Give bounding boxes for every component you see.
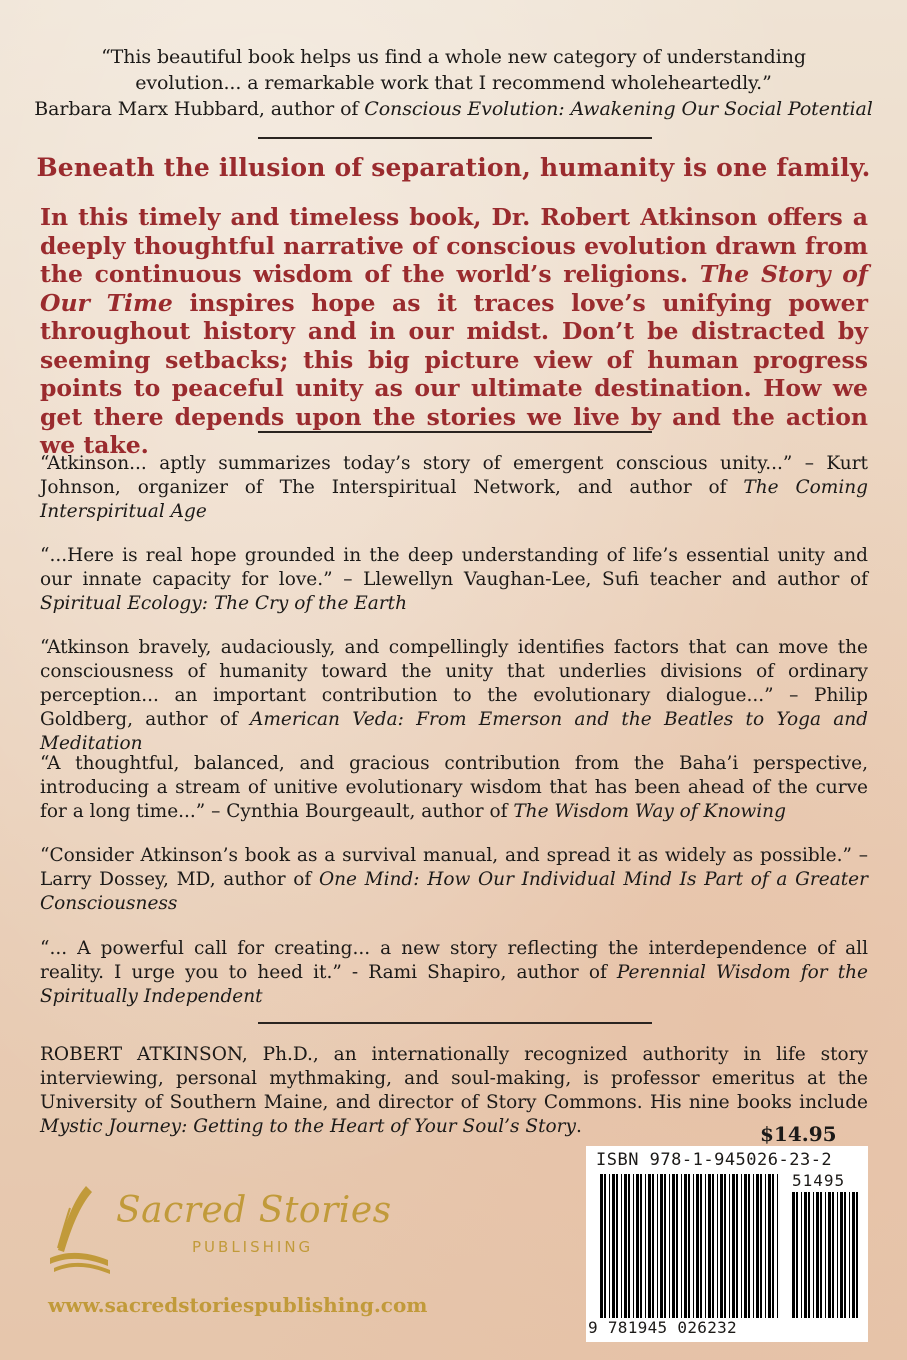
book-swoosh-icon [44, 1180, 124, 1280]
barcode-bar [777, 1174, 778, 1318]
top-quote-work: Conscious Evolution: Awakening Our Social Potential [364, 98, 873, 120]
barcode-bar [813, 1192, 814, 1318]
book-description [40, 203, 868, 460]
barcode-bar [688, 1174, 690, 1318]
barcode-bar [825, 1192, 826, 1318]
barcode-bar [820, 1192, 822, 1318]
barcode-bar [792, 1192, 795, 1318]
barcode-bar [724, 1174, 726, 1318]
description-part1: In this timely and timeless book, Dr. Robert Atkinson offers a deeply thoughtful narrative of conscious evolution drawn from the continuous wisdom of the world’s religions. [40, 203, 868, 288]
barcode-bar [837, 1192, 838, 1318]
barcode-bar [856, 1192, 858, 1318]
author-bio-text: ROBERT ATKINSON, Ph.D., an internationally recognized authority in life story interviewing, personal mythmaking, and soul-making, is professor emeritus at the University of Southern Maine, and director of Story Commons. His nine books include [40, 1044, 868, 1113]
barcode-bar [612, 1174, 615, 1318]
barcode-bar [712, 1174, 714, 1318]
barcode-bar [708, 1174, 711, 1318]
endorsement-2-text: “...Here is real hope grounded in the deep understanding of life’s essential unity and our innate capacity for love.” – Llewellyn Vaughan-Lee, Sufi teacher and author of [40, 545, 868, 590]
top-quote-line1: “This beautiful book helps us find a whole new category of understanding [101, 46, 806, 68]
publisher-url[interactable]: www.sacredstoriespublishing.com [48, 1293, 428, 1317]
barcode-bar [768, 1174, 771, 1318]
endorsement-6-work: Perennial Wisdom for the Spiritually Independent [40, 962, 868, 1007]
barcode-bar [681, 1174, 682, 1318]
barcode-bar [801, 1192, 802, 1318]
barcode-bar [717, 1174, 718, 1318]
endorsement-5 [40, 844, 868, 916]
divider-3 [258, 1022, 652, 1024]
barcode-bar [616, 1174, 618, 1318]
description-part2: inspires hope as it traces love’s unifying power throughout history and in our midst. Don’t be distracted by seeming setbacks; this big picture view of human progress points to peaceful unity as our ultimate destination. How we get there depends upon the stories we live by and the action we take. [40, 288, 868, 459]
endorsement-2 [40, 544, 868, 616]
barcode-bar [693, 1174, 694, 1318]
divider-1 [258, 137, 652, 139]
barcode-bar [748, 1174, 750, 1318]
endorsement-4 [40, 752, 868, 824]
barcode-bar [621, 1174, 622, 1318]
barcode-bar [624, 1174, 627, 1318]
barcode-bar [609, 1174, 610, 1318]
barcode-bar [772, 1174, 774, 1318]
barcode-bar [696, 1174, 699, 1318]
barcode-bar [744, 1174, 747, 1318]
author-bio [40, 1043, 868, 1139]
barcode-bar [804, 1192, 807, 1318]
barcode-bar [633, 1174, 634, 1318]
barcode-ean-digits: 9 781945 026232 [588, 1318, 737, 1337]
barcode-bar [684, 1174, 687, 1318]
barcode-bar [736, 1174, 738, 1318]
barcode-bar [832, 1192, 834, 1318]
endorsement-3-work: American Veda: From Emerson and the Beatles to Yoga and Meditation [40, 709, 869, 754]
barcode-bar [705, 1174, 706, 1318]
endorsement-3 [40, 636, 868, 756]
top-quote-attribution: Barbara Marx Hubbard, author of [34, 98, 365, 120]
endorsement-3-text: “Atkinson bravely, audaciously, and compellingly identifies factors that can move the consciousness of humanity toward the unity that underlies divisions of ordinary perception... an important contribution to the evolutionary dialogue...” – Philip Goldberg, author of [40, 637, 868, 730]
barcode-bar [636, 1174, 639, 1318]
endorsement-6 [40, 937, 868, 1009]
barcode-bar [840, 1192, 843, 1318]
barcode-bar [669, 1174, 670, 1318]
barcode-bar [760, 1174, 762, 1318]
publisher-sub: PUBLISHING [192, 1238, 314, 1256]
tagline: Beneath the illusion of separation, humanity is one family. [36, 153, 871, 182]
barcode-bar [640, 1174, 642, 1318]
divider-2 [258, 431, 652, 433]
endorsement-5-work: One Mind: How Our Individual Mind Is Part of a Greater Consciousness [40, 869, 868, 914]
author-bio-end: . [575, 1116, 582, 1137]
barcode-bar [844, 1192, 846, 1318]
barcode-bar [700, 1174, 702, 1318]
endorsement-4-text: “A thoughtful, balanced, and gracious contribution from the Baha’i perspective, introducing a stream of unitive evolutionary wisdom that has been ahead of the curve for a long time...” – Cynthia Bourgeault, author of [40, 753, 868, 822]
description-book-title: The Story of Our Time [40, 260, 868, 317]
endorsement-6-text: “... A powerful call for creating... a new story reflecting the interdependence of all reality. I urge you to heed it.” - Rami Shapiro, author of [40, 938, 868, 983]
barcode-bar [741, 1174, 742, 1318]
endorsement-2-work: Spiritual Ecology: The Cry of the Earth [40, 593, 408, 614]
barcode-bar [604, 1174, 606, 1318]
barcode-bar [756, 1174, 759, 1318]
barcode-bar [657, 1174, 658, 1318]
barcode-bar [664, 1174, 666, 1318]
barcode-bar [796, 1192, 798, 1318]
barcode-bar [645, 1174, 646, 1318]
top-quote-line2: evolution... a remarkable work that I recommend wholeheartedly.” [135, 72, 772, 94]
price: $14.95 [760, 1122, 837, 1146]
barcode-bar [732, 1174, 735, 1318]
endorsement-5-text: “Consider Atkinson’s book as a survival manual, and spread it as widely as possible.” – Larry Dossey, MD, author of [40, 845, 868, 890]
barcode-bar [808, 1192, 810, 1318]
endorsement-1-text: “Atkinson... aptly summarizes today’s story of emergent conscious unity...” – Kurt Johnson, organizer of The Interspiritual Network, and author of [40, 453, 868, 498]
barcode-bar [828, 1192, 831, 1318]
isbn-barcode [586, 1146, 868, 1342]
barcode-bar [672, 1174, 675, 1318]
barcode-bar [676, 1174, 678, 1318]
endorsement-1 [40, 452, 868, 524]
barcode-bar [648, 1174, 651, 1318]
author-bio-work: Mystic Journey: Getting to the Heart of Your Soul’s Story [40, 1116, 576, 1137]
barcode-bar [753, 1174, 754, 1318]
barcode-bar [628, 1174, 630, 1318]
barcode-bar [652, 1174, 654, 1318]
barcode-bar [816, 1192, 819, 1318]
top-quote [0, 44, 907, 122]
barcode-bar [852, 1192, 855, 1318]
publisher-name: Sacred Stories [116, 1190, 392, 1231]
barcode-bar [720, 1174, 723, 1318]
publisher-logo [44, 1180, 424, 1280]
barcode-bar [660, 1174, 663, 1318]
endorsement-4-work: The Wisdom Way of Knowing [513, 801, 786, 822]
barcode-bar [849, 1192, 850, 1318]
barcode-addon-digits: 51495 [792, 1171, 846, 1190]
endorsement-1-work: The Coming Interspiritual Age [40, 477, 868, 522]
barcode-bar [600, 1174, 603, 1318]
barcode-bar [765, 1174, 766, 1318]
barcode-bar [729, 1174, 730, 1318]
isbn-label: ISBN 978-1-945026-23-2 [596, 1150, 833, 1170]
